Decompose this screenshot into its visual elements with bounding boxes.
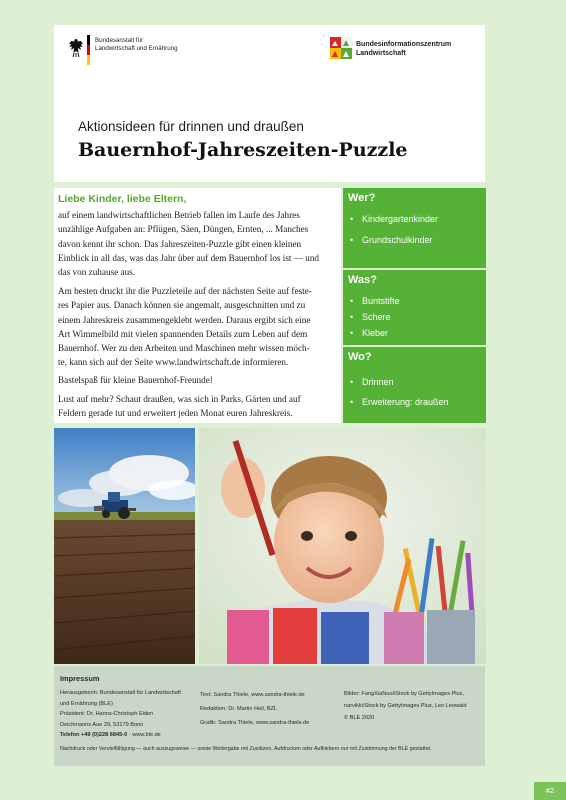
greeting-heading: Liebe Kinder, liebe Eltern, [58,193,187,205]
reprint-notice: Nachdruck oder Vervielfältigung — auch auszugsweise — sowie Weitergabe mit Zusätzen, Aufdrucken oder Aufklebern nur mit Zustimmung der BLE gestattet. [60,746,432,752]
publisher-column [60,688,181,741]
paragraph-line: Einblick in all das, was das Jahr über auf dem Bauernhof los ist — und [58,252,320,263]
bullet-icon: • [350,397,354,407]
impressum-section [54,666,485,766]
who-item-label: Kindergartenkinder [362,214,439,224]
paragraph-line: davon kennt ihr schon. Das Jahreszeiten-Puzzle gibt einen kleinen [58,238,302,249]
intro-paragraph-2 [58,284,338,370]
website: · www.ble.de [127,732,161,738]
paragraph-line: einem Jahreskreis zusammengeklebt werden. Daraus ergibt sich eine [58,314,311,325]
bullet-icon: • [350,377,354,387]
bullet-icon: • [350,235,354,245]
what-item [350,296,400,306]
credits-column [200,688,309,730]
bullet-icon: • [350,296,354,306]
header-card [54,25,485,182]
where-item [350,377,394,387]
publisher-line: Deichmanns Aue 29, 53179 Bonn [60,721,144,728]
what-item [350,328,388,338]
page-title: Bauernhof-Jahreszeiten-Puzzle [78,139,408,161]
paragraph-line: Bauernhof. Wer zu den Arbeiten und Maschinen mehr wissen möch- [58,343,310,354]
image-credits-column [344,688,467,724]
copyright-line: © BLE 2020 [344,715,375,721]
intro-text-card [54,188,341,423]
what-box [343,270,486,345]
bzl-name-line1: Bundesinformationszentrum [356,41,452,48]
publisher-line: und Ernährung (BLE) [60,700,113,707]
image-credits-line: Bilder: FangXiaNuo/iStock by GettyImages Plus, [344,691,465,697]
german-flag-icon [87,35,90,65]
paragraph-line: das von zuhause aus. [58,267,136,278]
what-item-label: Schere [362,312,391,322]
credits-line: Text: Sandra Thiele, www.sandra-thiele.de [200,692,305,698]
paragraph-line: unzählige Aufgaben an: Pflügen, Säen, Düngen, Ernten, ... Manches [58,224,309,235]
boy-with-crayons-photo [199,428,486,664]
bzl-name-line2: Landwirtschaft [356,49,406,57]
where-box [343,347,486,423]
intro-paragraph-4 [58,392,338,421]
page-subtitle: Aktionsideen für drinnen und draußen [78,119,304,134]
bullet-icon: • [350,312,354,322]
what-item-label: Buntstifte [362,296,400,306]
who-item [350,214,438,224]
federal-eagle-icon [68,38,84,58]
paragraph-line: Lust auf mehr? Schaut draußen, was sich in Parks, Gärten und auf [58,394,301,404]
bzl-logo-icon [330,37,352,59]
paragraph-line: auf einem landwirtschaftlichen Betrieb fallen im Laufe des Jahres [58,210,300,220]
bullet-icon: • [350,214,354,224]
image-credits-line: narvikk/iStock by GettyImages Plus, Leo Leowald [344,703,467,709]
intro-paragraph-3: Bastelspaß für kleine Bauernhof-Freunde! [58,375,213,385]
who-heading: Wer? [348,192,376,204]
who-item-label: Grundschulkinder [362,235,433,245]
paragraph-line: Feldern gerade tut und erweitert jeden Monat euren Jahreskreis. [58,408,293,419]
what-item [350,312,391,322]
publisher-line: Präsident: Dr. Hanns-Christoph Eiden [60,711,154,717]
contact-line [60,730,181,741]
who-box [343,188,486,268]
bmel-name-line1: Bundesanstalt für [95,37,144,44]
bullet-icon: • [350,328,354,338]
where-item-label: Erweiterung: draußen [362,397,449,407]
paragraph-line: res Papier aus. Danach können sie angemalt, ausgeschnitten und zu [58,300,306,311]
where-heading: Wo? [348,351,372,363]
impressum-title: Impressum [60,674,100,683]
paragraph-line: te, kann sich auf der Seite www.landwirtschaft.de informieren. [58,357,289,368]
bmel-name-line2: Landwirtschaft und Ernährung [95,44,178,52]
where-item-label: Drinnen [362,377,394,387]
phone-number: Telefon +49 (0)228 6845-0 [60,732,128,738]
credits-line: Grafik: Sandra Thiele, www.sandra-thiele.de [200,720,310,726]
page-number: #2 [534,782,566,800]
who-item [350,235,433,245]
what-item-label: Kleber [362,328,389,338]
tractor-field-photo [54,428,195,664]
paragraph-line: Art Wimmelbild mit vielen spannenden Details zum Leben auf dem [58,328,308,339]
publisher-line: Herausgeberin: Bundesanstalt für Landwirtschaft [60,690,181,696]
what-heading: Was? [348,274,377,286]
where-item [350,397,449,407]
paragraph-line: Am besten druckt ihr die Puzzleteile auf der nächsten Seite auf feste- [58,286,312,296]
intro-paragraph-1 [58,208,338,279]
credits-line: Redaktion: Dr. Martin Heil, BZL [200,706,278,712]
